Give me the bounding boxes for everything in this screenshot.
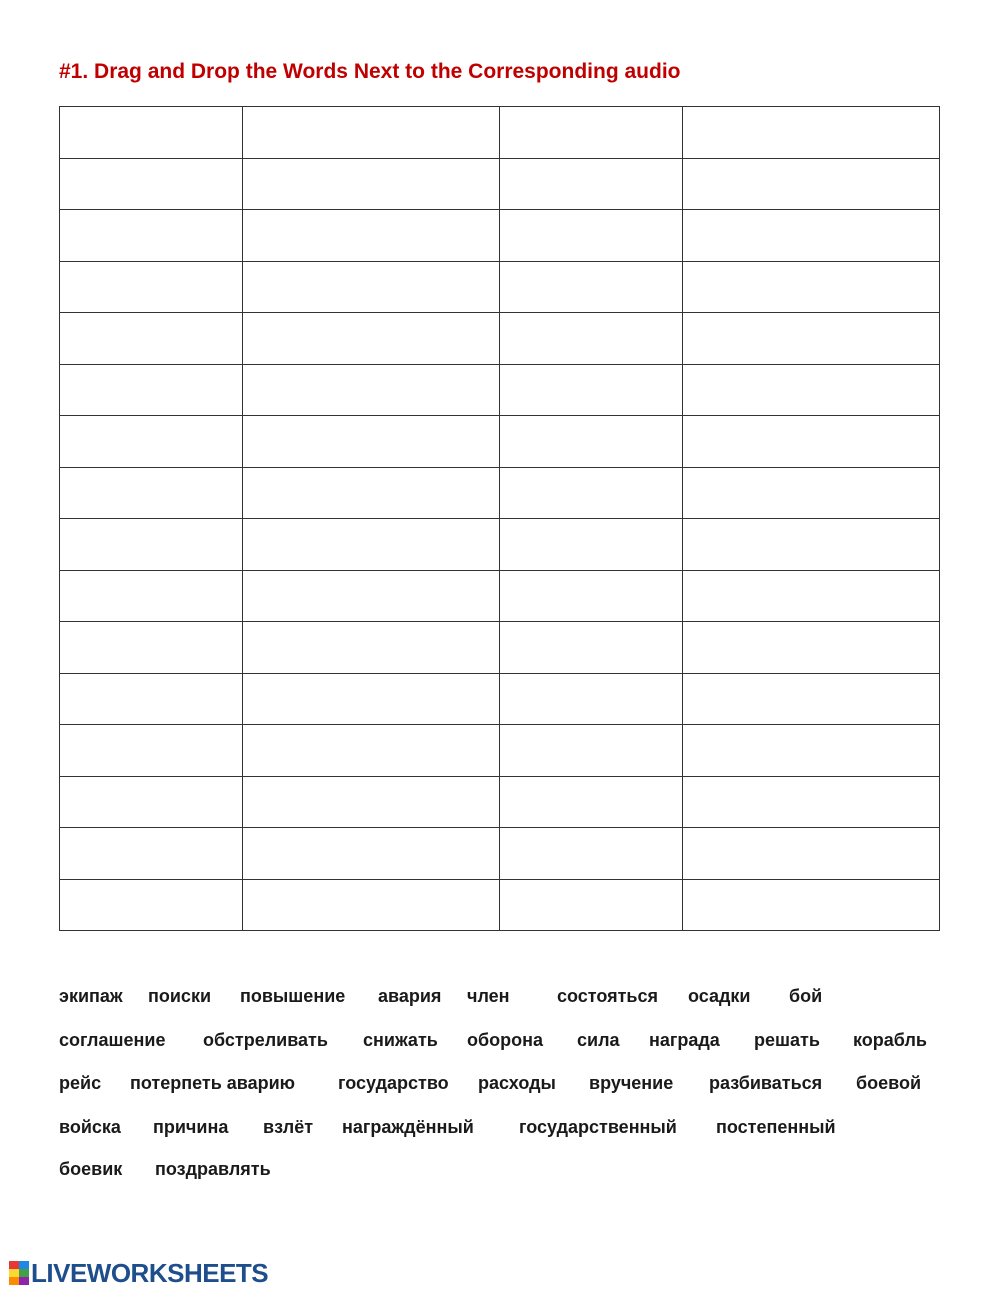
drop-target-cell[interactable] <box>243 622 500 674</box>
audio-cell[interactable] <box>60 107 243 159</box>
word-chip[interactable]: поиски <box>148 986 212 1006</box>
drop-target-cell[interactable] <box>243 519 500 571</box>
drop-target-cell[interactable] <box>683 210 940 262</box>
drop-target-cell[interactable] <box>243 210 500 262</box>
word-chip[interactable]: оборона <box>467 1030 543 1050</box>
drop-target-cell[interactable] <box>683 313 940 365</box>
word-chip[interactable]: член <box>467 986 510 1006</box>
word-chip[interactable]: постепенный <box>716 1117 836 1137</box>
drop-target-cell[interactable] <box>683 673 940 725</box>
word-chip[interactable]: разбиваться <box>709 1073 823 1093</box>
word-chip[interactable]: поздравлять <box>155 1159 271 1179</box>
word-chip[interactable]: государство <box>338 1073 449 1093</box>
audio-cell[interactable] <box>500 725 683 777</box>
word-chip[interactable]: награда <box>649 1030 720 1050</box>
word-chip[interactable]: корабль <box>853 1030 927 1050</box>
audio-cell[interactable] <box>500 107 683 159</box>
word-chip[interactable]: обстреливать <box>203 1030 328 1050</box>
word-chip[interactable]: расходы <box>478 1073 556 1093</box>
drop-target-cell[interactable] <box>683 725 940 777</box>
audio-cell[interactable] <box>60 313 243 365</box>
audio-cell[interactable] <box>60 519 243 571</box>
drop-target-cell[interactable] <box>243 107 500 159</box>
audio-cell[interactable] <box>500 776 683 828</box>
audio-cell[interactable] <box>500 879 683 931</box>
table-row <box>60 416 940 468</box>
audio-cell[interactable] <box>60 828 243 880</box>
drop-target-cell[interactable] <box>243 879 500 931</box>
drop-target-cell[interactable] <box>683 364 940 416</box>
audio-cell[interactable] <box>500 828 683 880</box>
audio-cell[interactable] <box>500 673 683 725</box>
audio-cell[interactable] <box>500 416 683 468</box>
audio-cell[interactable] <box>60 364 243 416</box>
drop-target-cell[interactable] <box>683 622 940 674</box>
word-bank-line-4 <box>0 1117 1000 1141</box>
logo-text: LIVEWORKSHEETS <box>31 1257 269 1288</box>
table-row <box>60 364 940 416</box>
table-row <box>60 879 940 931</box>
audio-cell[interactable] <box>500 210 683 262</box>
word-chip[interactable]: бой <box>789 986 823 1006</box>
table-row <box>60 107 940 159</box>
table-row <box>60 313 940 365</box>
audio-cell[interactable] <box>500 519 683 571</box>
drop-target-cell[interactable] <box>243 313 500 365</box>
word-chip[interactable]: рейс <box>59 1073 102 1093</box>
drop-target-cell[interactable] <box>243 467 500 519</box>
drop-target-cell[interactable] <box>243 776 500 828</box>
table-row <box>60 158 940 210</box>
word-chip[interactable]: государственный <box>519 1117 677 1137</box>
drop-target-cell[interactable] <box>243 261 500 313</box>
audio-cell[interactable] <box>60 570 243 622</box>
word-chip[interactable]: войска <box>59 1117 121 1137</box>
word-chip[interactable]: боевик <box>59 1159 123 1179</box>
word-bank-line-2 <box>0 1030 1000 1054</box>
drop-target-cell[interactable] <box>683 776 940 828</box>
audio-cell[interactable] <box>60 416 243 468</box>
word-chip[interactable]: вручение <box>589 1073 674 1093</box>
answer-table <box>59 106 940 931</box>
word-chip[interactable]: осадки <box>688 986 751 1006</box>
word-chip[interactable]: экипаж <box>59 986 123 1006</box>
word-chip[interactable]: награждённый <box>342 1117 474 1137</box>
drop-target-cell[interactable] <box>683 261 940 313</box>
audio-cell[interactable] <box>60 673 243 725</box>
drop-target-cell[interactable] <box>683 467 940 519</box>
word-chip[interactable]: авария <box>378 986 442 1006</box>
drop-target-cell[interactable] <box>243 416 500 468</box>
word-chip[interactable]: решать <box>754 1030 820 1050</box>
table-row <box>60 776 940 828</box>
table-row <box>60 261 940 313</box>
word-chip[interactable]: потерпеть аварию <box>130 1073 296 1093</box>
table-row <box>60 467 940 519</box>
table-row <box>60 519 940 571</box>
audio-cell[interactable] <box>500 570 683 622</box>
audio-cell[interactable] <box>500 313 683 365</box>
logo-mark-icon <box>9 1261 29 1285</box>
word-chip[interactable]: причина <box>153 1117 229 1137</box>
word-chip[interactable]: повышение <box>240 986 346 1006</box>
word-chip[interactable]: соглашение <box>59 1030 166 1050</box>
word-chip[interactable]: взлёт <box>263 1117 314 1137</box>
audio-cell[interactable] <box>60 467 243 519</box>
drop-target-cell[interactable] <box>683 879 940 931</box>
table-row <box>60 622 940 674</box>
table-row <box>60 673 940 725</box>
audio-cell[interactable] <box>60 725 243 777</box>
audio-cell[interactable] <box>500 622 683 674</box>
audio-cell[interactable] <box>60 158 243 210</box>
audio-cell[interactable] <box>500 467 683 519</box>
drop-target-cell[interactable] <box>243 570 500 622</box>
drop-target-cell[interactable] <box>683 519 940 571</box>
table-row <box>60 828 940 880</box>
drop-target-cell[interactable] <box>683 416 940 468</box>
audio-cell[interactable] <box>60 622 243 674</box>
audio-cell[interactable] <box>500 261 683 313</box>
word-bank-line-1 <box>0 986 1000 1010</box>
word-chip[interactable]: сила <box>577 1030 620 1050</box>
drop-target-cell[interactable] <box>683 828 940 880</box>
audio-cell[interactable] <box>500 158 683 210</box>
word-chip[interactable]: боевой <box>856 1073 922 1093</box>
table-row <box>60 210 940 262</box>
audio-cell[interactable] <box>60 879 243 931</box>
word-bank-line-5 <box>0 1159 1000 1183</box>
word-chip[interactable]: состояться <box>557 986 659 1006</box>
drop-target-cell[interactable] <box>243 364 500 416</box>
audio-cell[interactable] <box>60 210 243 262</box>
drop-target-cell[interactable] <box>243 673 500 725</box>
drop-target-cell[interactable] <box>243 828 500 880</box>
worksheet-title: #1. Drag and Drop the Words Next to the Corresponding audio <box>59 60 681 83</box>
drop-target-cell[interactable] <box>243 158 500 210</box>
audio-cell[interactable] <box>500 364 683 416</box>
liveworksheets-logo <box>9 1258 268 1288</box>
audio-cell[interactable] <box>60 776 243 828</box>
drop-target-cell[interactable] <box>683 158 940 210</box>
table-row <box>60 725 940 777</box>
drop-target-cell[interactable] <box>243 725 500 777</box>
drop-target-cell[interactable] <box>683 107 940 159</box>
word-chip[interactable]: снижать <box>363 1030 438 1050</box>
word-bank-line-3 <box>0 1073 1000 1097</box>
drop-target-cell[interactable] <box>683 570 940 622</box>
table-row <box>60 570 940 622</box>
audio-cell[interactable] <box>60 261 243 313</box>
